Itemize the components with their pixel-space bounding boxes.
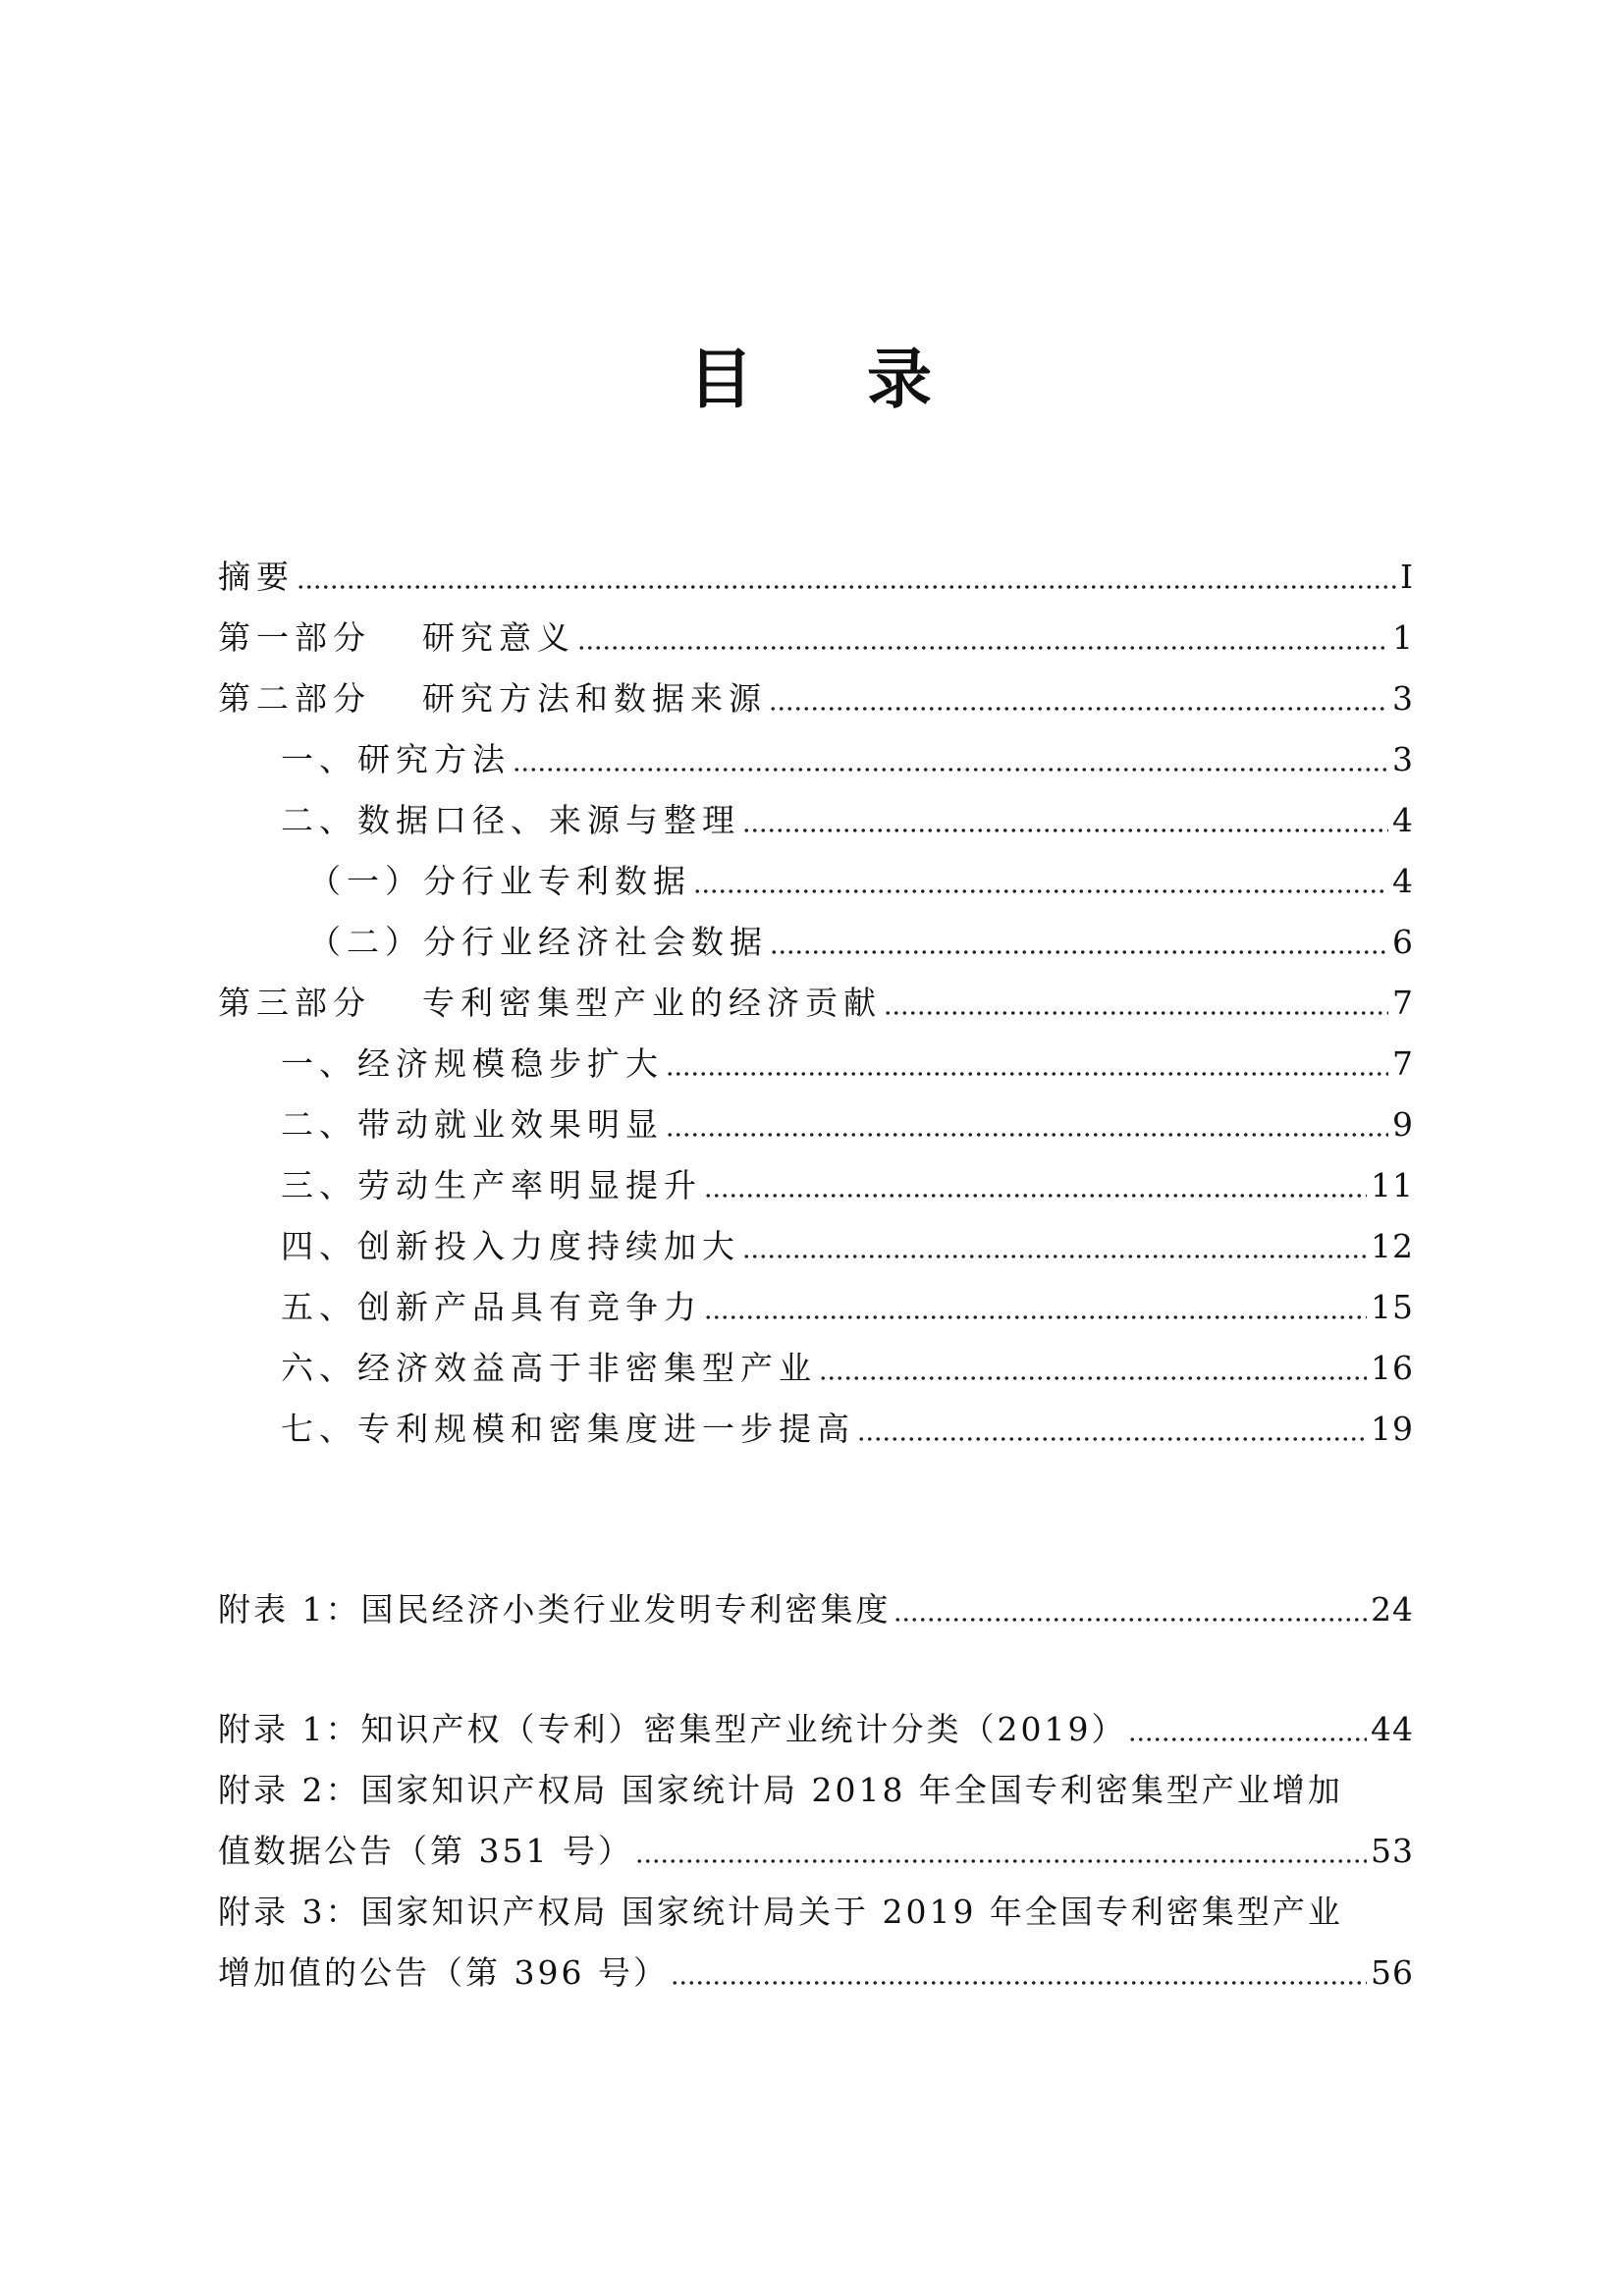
leader-dots (704, 1160, 1367, 1211)
toc-page-number: 19 (1371, 1410, 1414, 1448)
toc-entry-2-1[interactable] (218, 734, 1414, 785)
toc-part-label: 第二部分 (218, 679, 371, 718)
toc-page-number: 7 (1392, 1044, 1414, 1083)
toc-entry-part-2[interactable] (218, 673, 1414, 724)
toc-part-title: 研究意义 (422, 618, 575, 657)
toc-entry-label: 三、劳动生产率明显提升 (281, 1166, 702, 1204)
leader-dots (297, 552, 1396, 603)
leader-dots (671, 1948, 1367, 1999)
toc-entry-label: 二、数据口径、来源与整理 (281, 801, 740, 839)
toc-page-number: 24 (1371, 1590, 1414, 1629)
toc-entry-label: 一、经济规模稳步扩大 (281, 1044, 664, 1083)
leader-dots (513, 734, 1388, 785)
toc-entry-label (218, 978, 882, 1029)
toc-entry-3-2[interactable] (218, 1099, 1414, 1150)
leader-dots (1128, 1704, 1367, 1755)
toc-entry-3-3[interactable] (218, 1160, 1414, 1211)
toc-page-number: 3 (1392, 740, 1414, 778)
toc-page-number: 56 (1371, 1953, 1414, 1992)
leader-dots (884, 978, 1388, 1029)
toc-entry-label: 六、经济效益高于非密集型产业 (281, 1349, 817, 1387)
toc-entry-part-3[interactable] (218, 978, 1414, 1029)
leader-dots (666, 1039, 1388, 1090)
toc-page-number: 4 (1392, 862, 1414, 900)
toc-entry-label: 七、专利规模和密集度进一步提高 (281, 1410, 855, 1448)
toc-entry-3-5[interactable] (218, 1282, 1414, 1333)
leader-dots (693, 856, 1388, 907)
leader-dots (893, 1584, 1368, 1635)
leader-dots (769, 673, 1388, 724)
leader-dots (577, 613, 1388, 664)
toc-page-number: 7 (1392, 984, 1414, 1022)
toc-entry-part-1[interactable] (218, 613, 1414, 664)
toc-entry-appendix-3-line-2[interactable] (218, 1948, 1414, 1999)
toc-entry-label: 附录 2：国家知识产权局 国家统计局 2018 年全国专利密集型产业增加 (218, 1771, 1343, 1809)
leader-dots (770, 917, 1388, 968)
toc-entry-3-6[interactable] (218, 1343, 1414, 1394)
toc-entry-label: 四、创新投入力度持续加大 (281, 1227, 740, 1265)
toc-page-number: 12 (1371, 1227, 1414, 1265)
leader-dots (704, 1282, 1367, 1333)
toc-page-number: 11 (1371, 1166, 1414, 1204)
toc-entry-label (218, 673, 767, 724)
toc-entry-2-2-1[interactable] (218, 856, 1414, 907)
toc-page-number: I (1399, 558, 1414, 596)
toc-entry-2-2-2[interactable] (218, 917, 1414, 968)
toc-entry-3-1[interactable] (218, 1039, 1414, 1090)
title-char-2: 录 (867, 341, 936, 417)
leader-dots (742, 795, 1388, 846)
toc-entry-3-7[interactable] (218, 1404, 1414, 1455)
leader-dots (857, 1404, 1367, 1455)
toc-page-number: 6 (1392, 923, 1414, 961)
toc-page-number: 44 (1371, 1710, 1414, 1748)
toc-page-number: 15 (1371, 1288, 1414, 1326)
toc-entry-appendix-1[interactable] (218, 1704, 1414, 1755)
toc-entry-label: 附录 3：国家知识产权局 国家统计局关于 2019 年全国专利密集型产业 (218, 1893, 1343, 1931)
toc-entry-3-4[interactable] (218, 1221, 1414, 1272)
leader-dots (666, 1099, 1388, 1150)
toc-page-number: 4 (1392, 801, 1414, 839)
leader-dots (635, 1826, 1367, 1877)
toc-part-title: 研究方法和数据来源 (422, 679, 767, 718)
title-char-1: 目 (688, 341, 757, 417)
toc-entry-label: 增加值的公告（第 396 号） (218, 1953, 669, 1992)
toc-entry-label: 一、研究方法 (281, 740, 511, 778)
toc-part-label: 第一部分 (218, 618, 371, 657)
toc-entry-label: 二、带动就业效果明显 (281, 1105, 664, 1144)
toc-entry-label: （一）分行业专利数据 (308, 862, 691, 900)
toc-entry-appendix-3-line-1[interactable] (218, 1887, 1414, 1938)
page-title (0, 329, 1624, 417)
leader-dots (742, 1221, 1367, 1272)
leader-dots (819, 1343, 1367, 1394)
toc-entry-appendix-table-1[interactable] (218, 1584, 1414, 1635)
toc-entry-label: （二）分行业经济社会数据 (308, 923, 768, 961)
toc-entry-appendix-2-line-1[interactable] (218, 1765, 1414, 1816)
toc-entry-2-2[interactable] (218, 795, 1414, 846)
toc-page-number: 3 (1392, 679, 1414, 718)
toc-page-number: 16 (1371, 1349, 1414, 1387)
toc-entry-label: 五、创新产品具有竞争力 (281, 1288, 702, 1326)
toc-part-title: 专利密集型产业的经济贡献 (422, 984, 882, 1022)
toc-page-number: 9 (1392, 1105, 1414, 1144)
toc-part-label: 第三部分 (218, 984, 371, 1022)
toc-entry-label: 摘要 (218, 558, 295, 596)
toc-entry-abstract[interactable] (218, 552, 1414, 603)
toc-page-number: 1 (1392, 618, 1414, 657)
toc-entry-appendix-2-line-2[interactable] (218, 1826, 1414, 1877)
toc-page-number: 53 (1371, 1832, 1414, 1870)
toc-entry-label: 附表 1：国民经济小类行业发明专利密集度 (218, 1590, 892, 1629)
toc-entry-label: 值数据公告（第 351 号） (218, 1832, 633, 1870)
toc-entry-label: 附录 1：知识产权（专利）密集型产业统计分类（2019） (218, 1710, 1127, 1748)
toc-entry-label (218, 613, 575, 664)
